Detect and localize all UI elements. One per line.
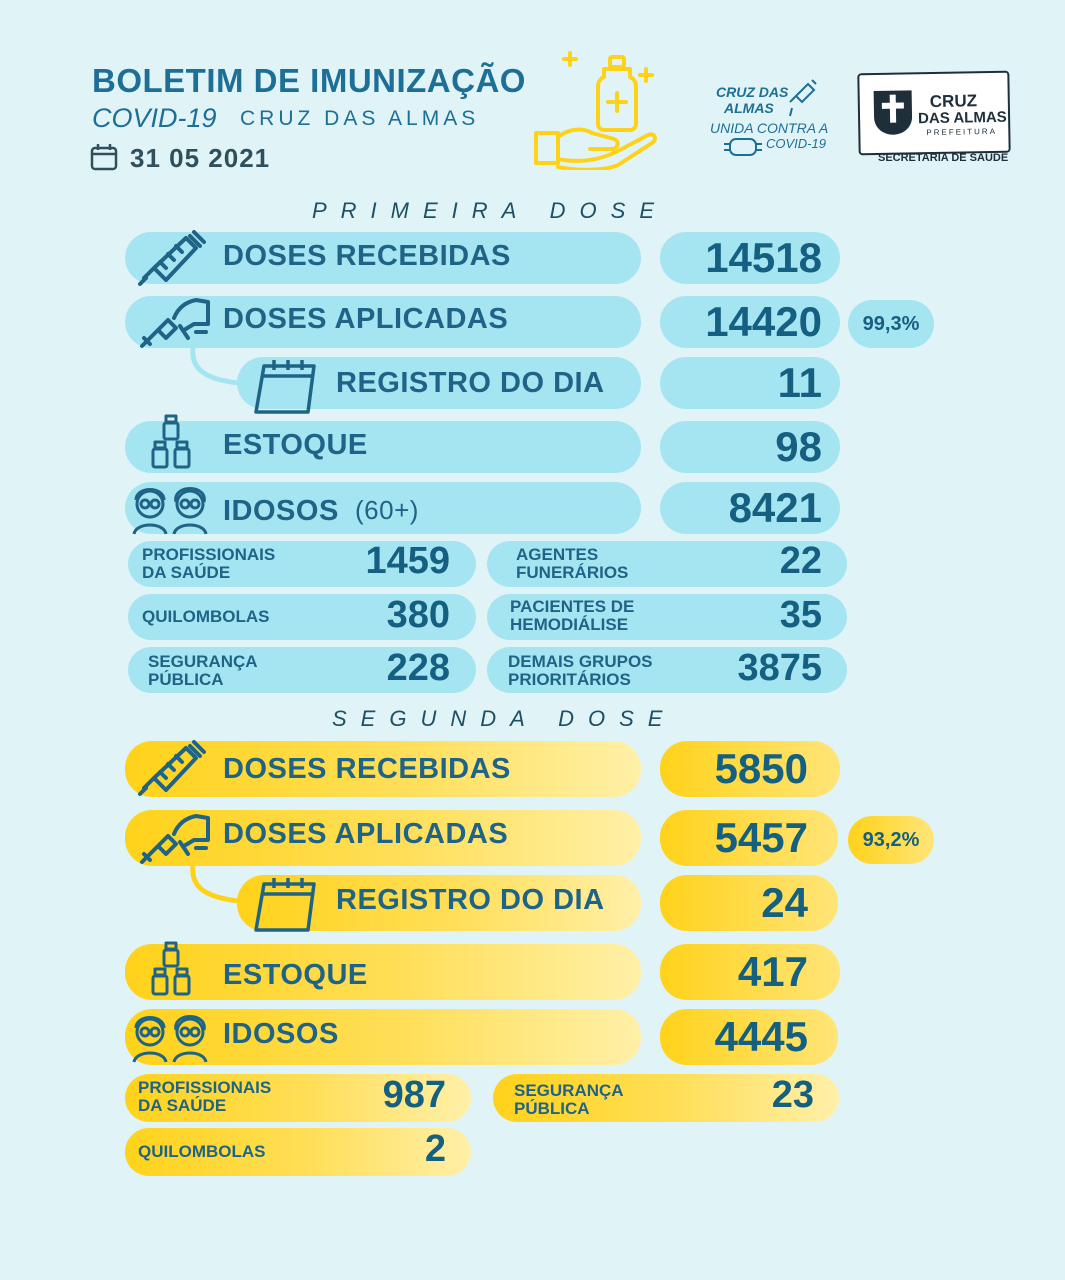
group-value: 2 (424, 1128, 446, 1170)
city-logo-line1: CRUZ (929, 91, 978, 112)
first-received-label: DOSES RECEBIDAS (223, 240, 511, 272)
second-daily-label: REGISTRO DO DIA (336, 884, 605, 916)
group-value: 228 (386, 647, 450, 689)
city-crest-icon (872, 86, 915, 137)
vaccination-arm-icon (136, 808, 212, 868)
second-received-label: DOSES RECEBIDAS (223, 753, 511, 785)
group-label: SEGURANÇA PÚBLICA (148, 652, 258, 689)
second-elderly-value: 4445 (714, 1013, 808, 1060)
first-applied-percent: 99,3% (848, 300, 934, 348)
calendar-icon (90, 143, 118, 171)
group-value: 23 (771, 1074, 814, 1116)
vaccine-hand-icon (530, 45, 665, 170)
group-value: 3875 (737, 647, 822, 689)
second-stock-label: ESTOQUE (223, 959, 368, 991)
vaccination-arm-icon (136, 292, 212, 352)
vials-stock-icon (150, 414, 194, 470)
second-applied-percent: 93,2% (848, 816, 934, 864)
calendar-large-icon (252, 876, 318, 934)
campaign-logo (706, 78, 836, 160)
city-logo (857, 71, 1010, 156)
campaign-logo-line2: ALMAS (724, 100, 774, 116)
first-received-value: 14518 (705, 234, 822, 281)
city-logo-line3: PREFEITURA (926, 126, 998, 138)
group-label: AGENTES FUNERÁRIOS (516, 545, 629, 582)
group-label: PROFISSIONAIS DA SAÚDE (138, 1078, 272, 1115)
page-city: CRUZ DAS ALMAS (240, 107, 480, 130)
second-daily-value: 24 (761, 879, 808, 926)
group-value: 22 (779, 540, 822, 582)
group-value: 380 (386, 594, 450, 636)
first-elderly-label: IDOSOS (223, 495, 339, 527)
group-value: 987 (382, 1074, 446, 1116)
group-label: QUILOMBOLAS (138, 1142, 266, 1161)
syringe-mini-icon (788, 78, 818, 118)
first-elderly-value: 8421 (728, 484, 822, 531)
second-dose-heading: SEGUNDA DOSE (332, 706, 677, 731)
first-applied-label: DOSES APLICADAS (223, 303, 509, 335)
elderly-icon (130, 1008, 214, 1064)
first-stock-value: 98 (775, 423, 822, 470)
mask-icon (722, 136, 764, 158)
second-elderly-label: IDOSOS (223, 1018, 339, 1050)
first-stock-bar (125, 421, 641, 473)
first-stock-label: ESTOQUE (223, 429, 368, 461)
first-elderly-label-suffix: (60+) (355, 495, 419, 525)
page-subtitle: COVID-19 (92, 103, 217, 133)
syringe-icon (136, 738, 208, 802)
second-stock-bar (125, 944, 641, 1000)
syringe-icon (136, 228, 208, 292)
group-value: 1459 (365, 540, 450, 582)
campaign-logo-line4: COVID-19 (766, 136, 826, 151)
group-label: PROFISSIONAIS DA SAÚDE (142, 545, 276, 582)
first-daily-label: REGISTRO DO DIA (336, 367, 605, 399)
group-label: SEGURANÇA PÚBLICA (514, 1081, 624, 1118)
elderly-icon (130, 480, 214, 536)
calendar-large-icon (252, 358, 318, 416)
campaign-logo-line3: UNIDA CONTRA A (710, 120, 829, 136)
second-received-value: 5850 (714, 745, 808, 792)
vials-stock-icon (150, 941, 194, 997)
group-label: DEMAIS GRUPOS PRIORITÁRIOS (508, 652, 653, 689)
first-daily-value: 11 (777, 359, 822, 406)
second-applied-label: DOSES APLICADAS (223, 818, 509, 850)
second-stock-value: 417 (737, 948, 808, 995)
group-value: 35 (779, 594, 822, 636)
city-dept: SECRETARIA DE SAÚDE (878, 152, 1009, 164)
first-applied-value: 14420 (705, 298, 822, 345)
second-applied-value: 5457 (714, 814, 808, 861)
first-dose-heading: PRIMEIRA DOSE (312, 198, 668, 223)
group-label: QUILOMBOLAS (142, 607, 270, 626)
page-title: BOLETIM DE IMUNIZAÇÃO (92, 62, 526, 99)
group-label: PACIENTES DE HEMODIÁLISE (510, 597, 635, 634)
city-logo-line2: DAS ALMAS (917, 108, 1007, 128)
bulletin-date: 31 05 2021 (130, 143, 271, 173)
campaign-logo-line1: CRUZ DAS (716, 84, 789, 100)
